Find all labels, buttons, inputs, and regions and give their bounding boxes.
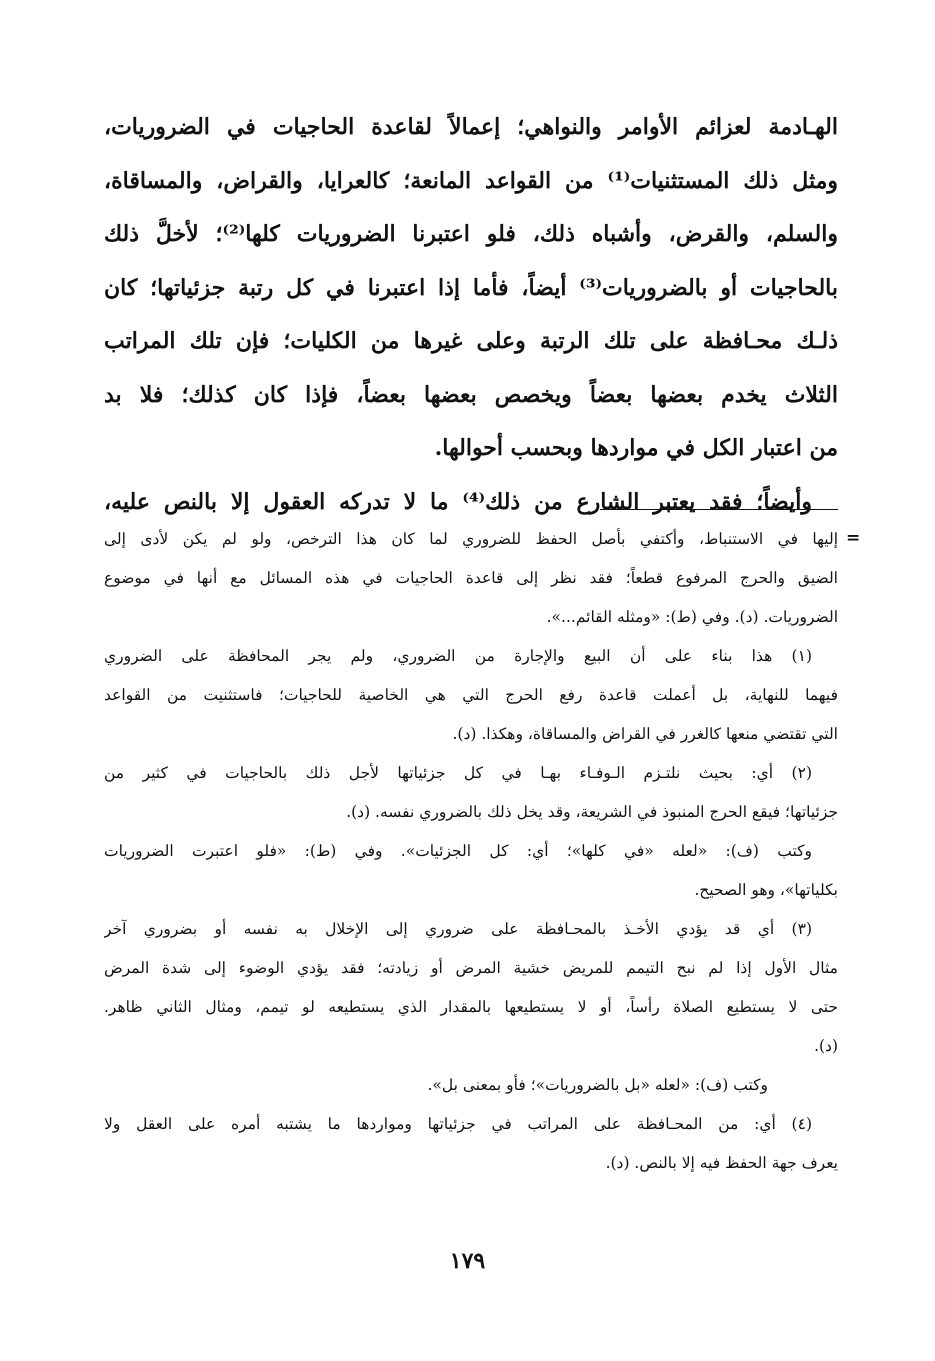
footnote-line: (١) هذا بناء على أن البيع والإجارة من الضروري، ولم يجر المحافظة على الضروري: [104, 647, 812, 665]
footnote-line: وكتب (ف): «لعله «في كلها»؛ أي: كل الجزئيات». وفي (ط): «فلو اعتبرت الضروريات: [104, 842, 812, 860]
body-line: من اعتبار الكل في مواردها وبحسب أحوالها.: [434, 435, 838, 461]
footnote-line: الضروريات. (د). وفي (ط): «ومثله القائم...».: [546, 608, 838, 626]
footnote-line: بكلياتها»، وهو الصحيح.: [694, 881, 838, 899]
continuation-mark: =: [846, 528, 861, 548]
body-line: بالحاجيات أو بالضروريات⁽³⁾ أيضاً، فأما إذا اعتبرنا في كل رتبة جزئياتها؛ كان: [104, 274, 838, 301]
footnote-line: (د).: [814, 1037, 838, 1055]
footnote-line: الضيق والحرج المرفوع قطعاً؛ فقد نظر إلى قاعدة الحاجيات في هذه المسائل مع أنها في موضوع: [104, 569, 838, 587]
body-line: وأيضاً؛ فقد يعتبر الشارع من ذلك⁽⁴⁾ ما لا تدركه العقول إلا بالنص عليه،: [104, 488, 812, 515]
body-line: ذلـك محـافظة على تلك الرتبة وعلى غيرها من الكليات؛ فإن تلك المراتب: [104, 328, 838, 354]
footnote-line: فيهما للنهاية، بل أعملت قاعدة رفع الحرج التي هي الخاصية للحاجيات؛ فاستثنيت من القواعد: [104, 686, 838, 704]
footnote-line: التي تقتضي منعها كالغرر في القراض والمساقاة، وهكذا. (د).: [452, 725, 838, 743]
footnote-line: حتى لا يستطيع الصلاة رأساً، أو لا يستطيعها بالمقدار الذي يستطيعه لو تيمم، ومثال الثاني ظاهر.: [104, 998, 838, 1016]
body-line: الهـادمة لعزائم الأوامر والنواهي؛ إعمالاً لقاعدة الحاجيات في الضروريات،: [104, 114, 838, 140]
footnote-line: مثال الأول إذا لم نبح التيمم للمريض خشية المرض أو زيادته؛ فقد يؤدي الوضوء إلى شدة المرض: [104, 959, 838, 977]
footnote-line: (٣) أي قد يؤدي الأخـذ بالمحـافظة على ضروري إلى الإخلال به نفسه أو بضروري آخر: [104, 920, 812, 938]
footnotes: [104, 520, 838, 1183]
page-number: ١٧٩: [449, 1248, 486, 1274]
body-line: الثلاث يخدم بعضها بعضاً ويخصص بعضها بعضاً، فإذا كان كذلك؛ فلا بد: [104, 381, 838, 408]
footnote-line: جزئياتها؛ فيقع الحرج المنبوذ في الشريعة، وقد يخل ذلك بالضروري نفسه. (د).: [346, 803, 838, 821]
body-line: ومثل ذلك المستثنيات⁽¹⁾ من القواعد المانعة؛ كالعرايا، والقراض، والمساقاة،: [104, 167, 838, 194]
main-text: [104, 101, 838, 529]
footnote-line: إليها في الاستنباط، وأكتفي بأصل الحفظ للضروري لما كان هذا الترخص، ولو لم يكن لأدى إلى: [104, 530, 838, 548]
footnote-line: (٢) أي: بحيث نلتـزم الـوفـاء بهـا في كل جزئياتها لأجل ذلك بالحاجيات في كثير من: [104, 764, 812, 782]
footnote-line: وكتب (ف): «لعله «بل بالضروريات»؛ فأو بمعنى بل».: [427, 1076, 768, 1094]
body-line: والسلم، والقرض، وأشباه ذلك، فلو اعتبرنا الضروريات كلها⁽²⁾؛ لأخلَّ ذلك: [104, 221, 838, 247]
footnote-line: يعرف جهة الحفظ فيه إلا بالنص. (د).: [605, 1154, 838, 1172]
footnote-line: (٤) أي: من المحـافظة على المراتب في جزئياتها ومواردها ما يشتبه أمره على العقل ولا: [104, 1115, 812, 1133]
footnote-separator: [600, 509, 838, 510]
